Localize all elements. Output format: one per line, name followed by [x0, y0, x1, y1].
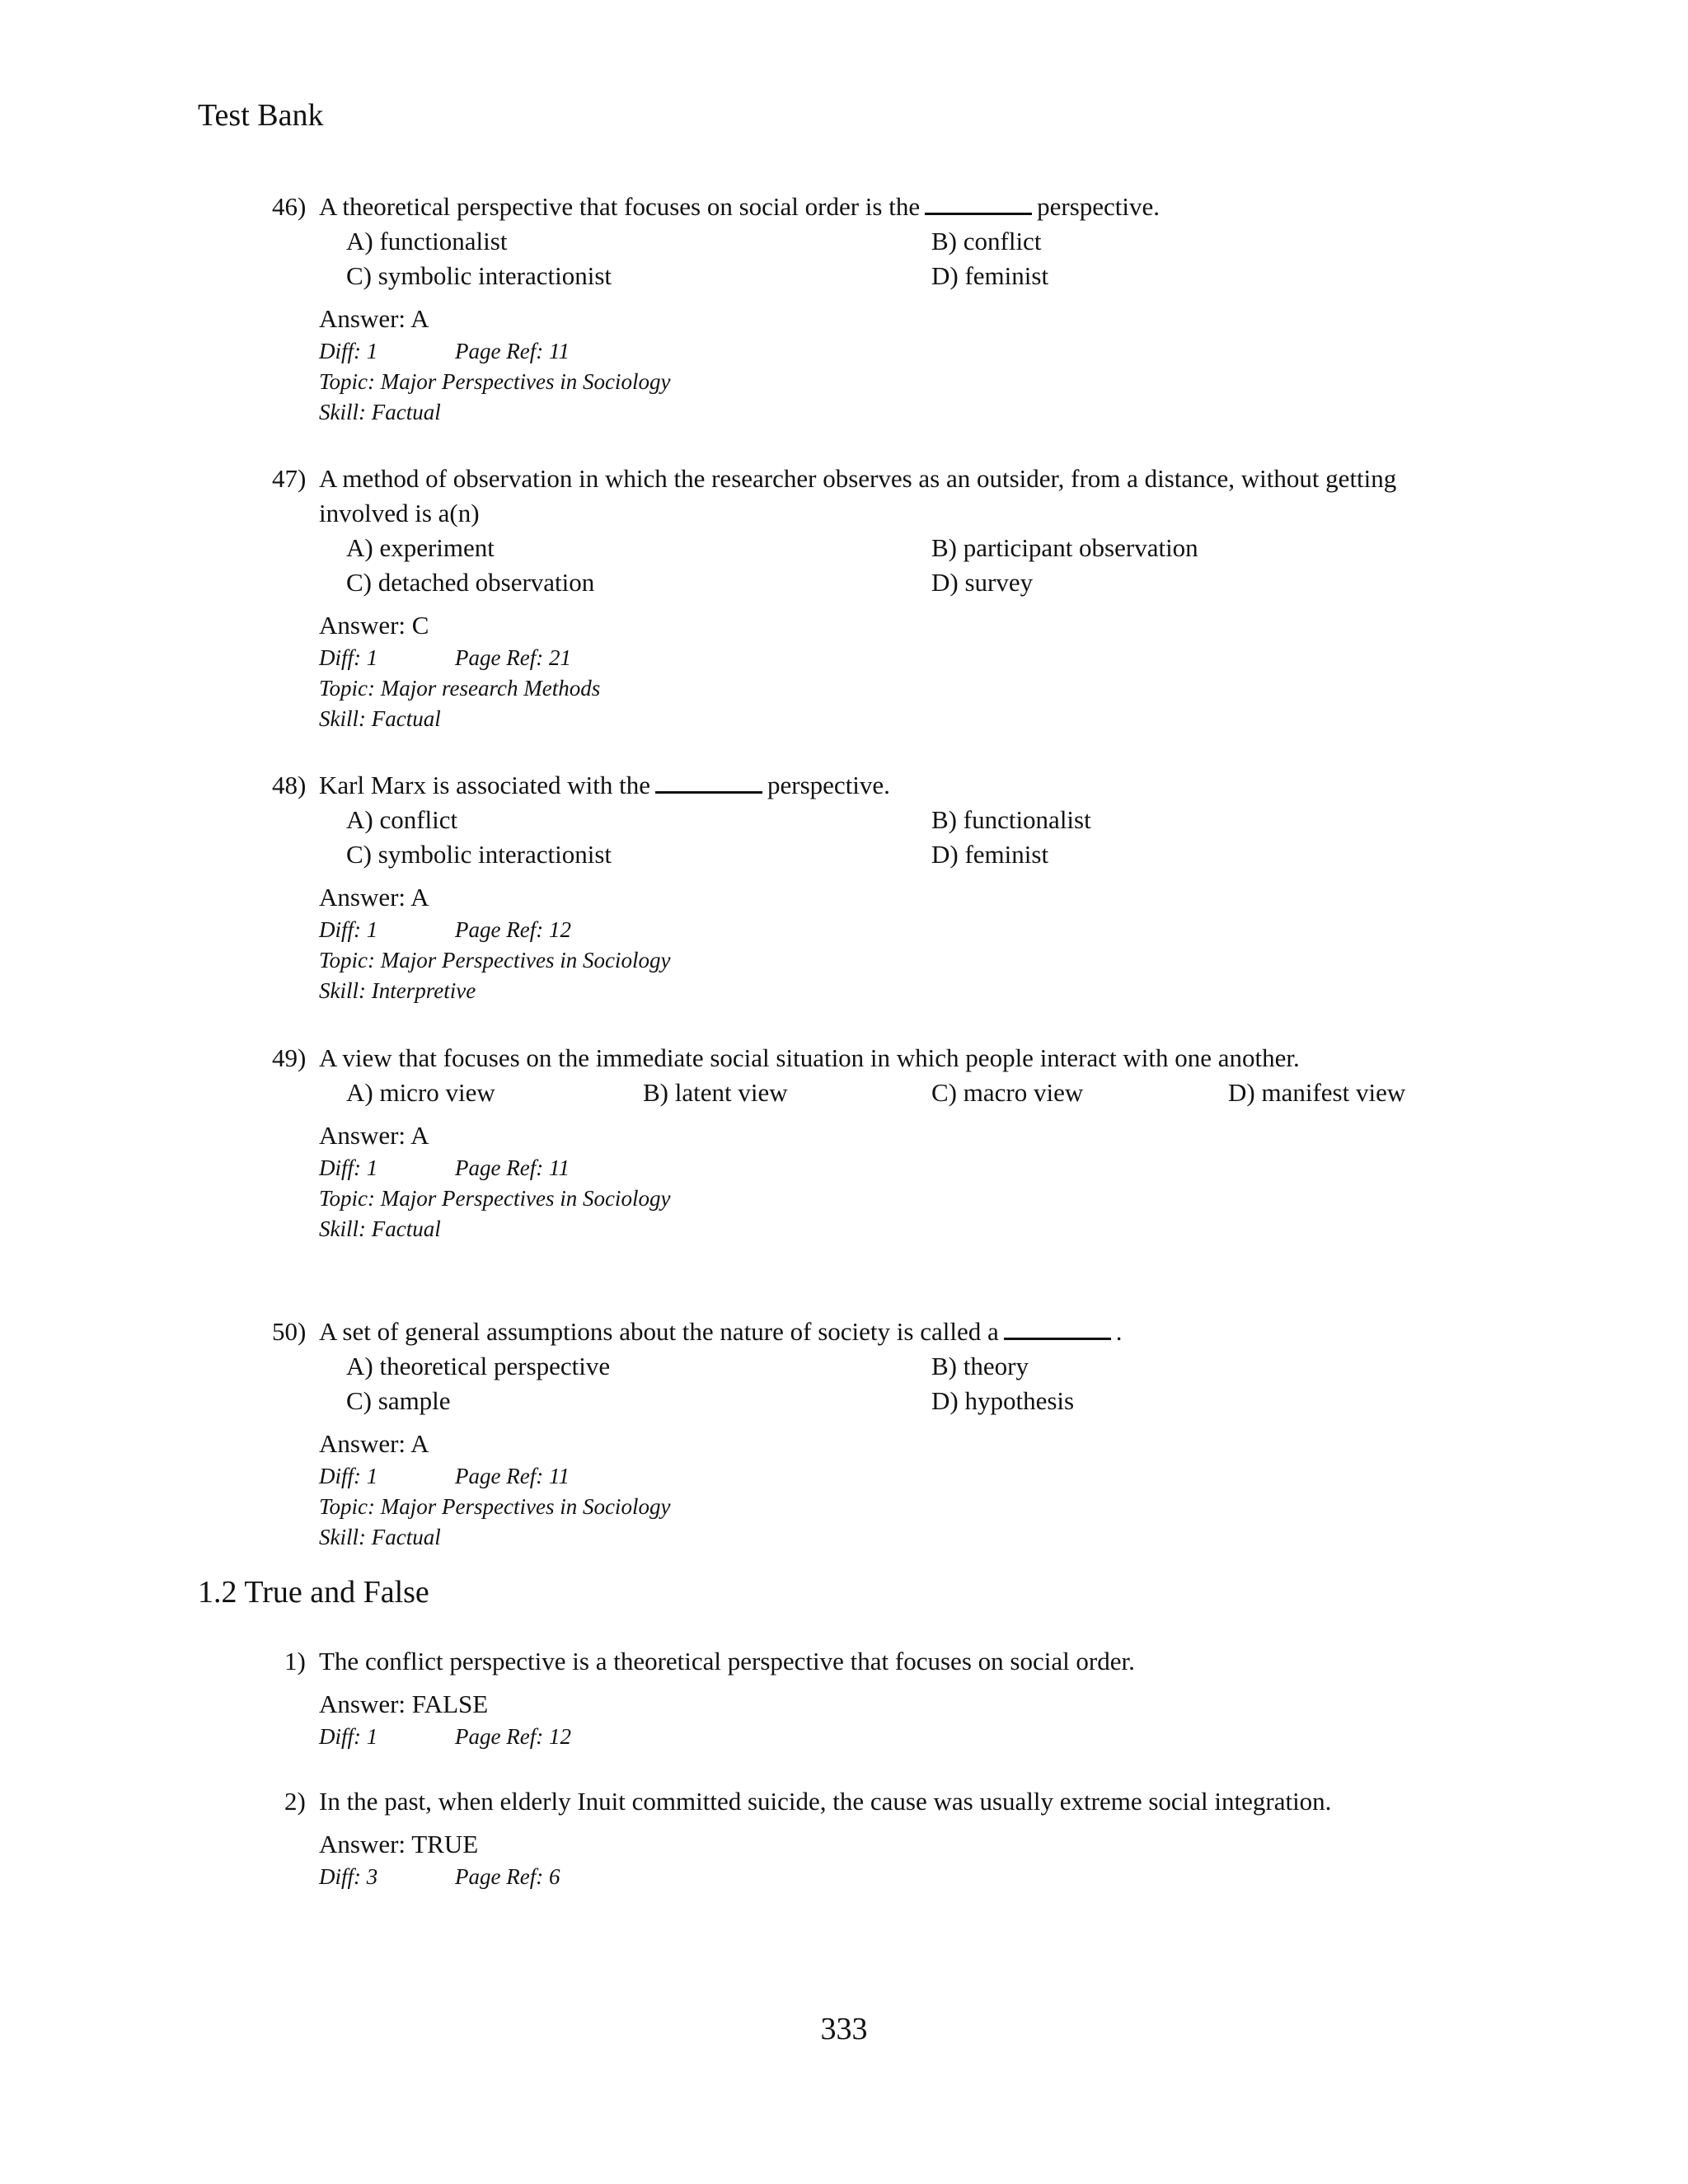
question-number: 46) [272, 192, 307, 221]
option-c: C) symbolic interactionist [346, 840, 612, 869]
difficulty-line: Diff: 1 Page Ref: 11 [319, 1155, 570, 1180]
option-a: A) conflict [346, 805, 458, 834]
difficulty-line: Diff: 1 Page Ref: 11 [319, 1464, 570, 1488]
difficulty-line: Diff: 3 Page Ref: 6 [319, 1864, 560, 1889]
option-d: D) feminist [931, 261, 1049, 290]
answer-blank [925, 191, 1032, 215]
option-d: D) hypothesis [931, 1386, 1075, 1415]
skill: Skill: Factual [319, 1525, 441, 1549]
question-number: 49) [272, 1043, 307, 1072]
page-header: Test Bank [198, 98, 324, 133]
option-b: B) theory [931, 1352, 1029, 1380]
question-stem: A method of observation in which the researcher observes as an outsider, from a distance, without getting involved is a(n) [319, 464, 1397, 527]
option-b: B) conflict [931, 227, 1042, 255]
option-d: D) manifest view [1228, 1078, 1406, 1107]
topic: Topic: Major Perspectives in Sociology [319, 948, 671, 972]
answer: Answer: C [319, 611, 429, 640]
answer-blank [1004, 1316, 1111, 1340]
option-a: A) experiment [346, 533, 495, 562]
question-stem: In the past, when elderly Inuit committed suicide, the cause was usually extreme social integration. [319, 1787, 1332, 1816]
option-a: A) micro view [346, 1078, 495, 1107]
option-c: C) symbolic interactionist [346, 261, 612, 290]
answer: Answer: FALSE [319, 1690, 489, 1718]
difficulty-line: Diff: 1 Page Ref: 21 [319, 645, 571, 670]
skill: Skill: Interpretive [319, 978, 476, 1003]
answer: Answer: TRUE [319, 1830, 479, 1858]
options [272, 1076, 1475, 1110]
section-title: 1.2 True and False [198, 1575, 429, 1610]
difficulty-line: Diff: 1 Page Ref: 12 [319, 1724, 571, 1749]
options [272, 531, 1475, 600]
question-48 [272, 768, 1475, 1006]
skill: Skill: Factual [319, 400, 441, 424]
question-stem: The conflict perspective is a theoretical perspective that focuses on social order. [319, 1647, 1135, 1675]
options [272, 224, 1475, 293]
option-d: D) survey [931, 568, 1034, 597]
topic: Topic: Major Perspectives in Sociology [319, 1186, 671, 1211]
answer: Answer: A [319, 1121, 429, 1150]
option-a: A) functionalist [346, 227, 508, 255]
difficulty-line: Diff: 1 Page Ref: 12 [319, 917, 571, 942]
question-number: 2) [284, 1787, 306, 1816]
option-b: B) participant observation [931, 533, 1198, 562]
option-c: C) sample [346, 1386, 451, 1415]
question-stem: A view that focuses on the immediate social situation in which people interact with one another. [319, 1043, 1300, 1072]
question-stem: Karl Marx is associated with the perspective. [319, 771, 890, 799]
question-number: 47) [272, 464, 307, 493]
answer-blank [655, 770, 762, 794]
options [272, 803, 1475, 872]
answer: Answer: A [319, 883, 429, 912]
topic: Topic: Major Perspectives in Sociology [319, 369, 671, 394]
option-c: C) macro view [931, 1078, 1084, 1107]
answer: Answer: A [319, 1429, 429, 1458]
true-false-2 [284, 1784, 1471, 1892]
option-d: D) feminist [931, 840, 1049, 869]
question-number: 50) [272, 1317, 307, 1346]
option-b: B) functionalist [931, 805, 1091, 834]
skill: Skill: Factual [319, 1216, 441, 1241]
question-number: 1) [284, 1647, 306, 1675]
question-49 [272, 1041, 1475, 1244]
option-c: C) detached observation [346, 568, 595, 597]
question-stem: A theoretical perspective that focuses on social order is the perspective. [319, 192, 1160, 221]
question-stem: A set of general assumptions about the nature of society is called a . [319, 1317, 1123, 1346]
question-47 [272, 462, 1475, 734]
true-false-1 [284, 1644, 1471, 1752]
difficulty-line: Diff: 1 Page Ref: 11 [319, 339, 570, 363]
skill: Skill: Factual [319, 706, 441, 731]
question-number: 48) [272, 771, 307, 799]
question-46 [272, 190, 1475, 428]
question-50 [272, 1315, 1475, 1553]
options [272, 1349, 1475, 1418]
topic: Topic: Major research Methods [319, 676, 601, 701]
option-a: A) theoretical perspective [346, 1352, 611, 1380]
answer: Answer: A [319, 304, 429, 333]
topic: Topic: Major Perspectives in Sociology [319, 1494, 671, 1519]
option-b: B) latent view [643, 1078, 788, 1107]
page-number: 333 [820, 2012, 868, 2046]
